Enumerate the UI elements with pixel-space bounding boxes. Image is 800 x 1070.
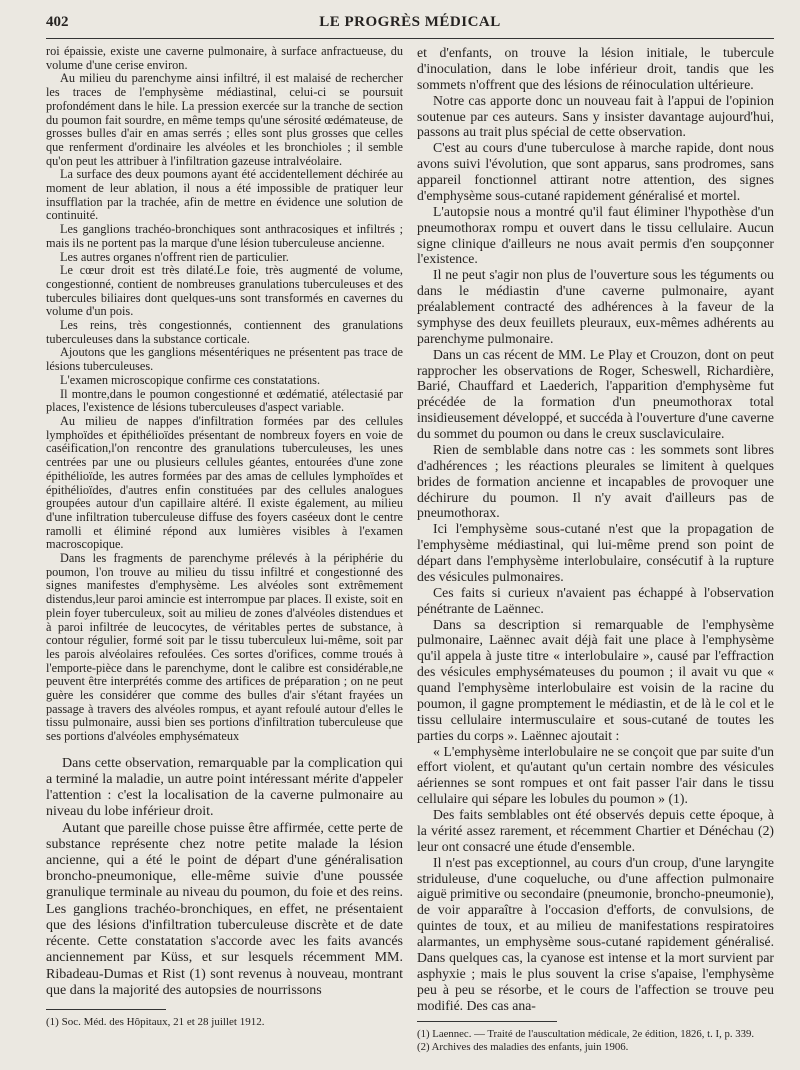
running-title: LE PROGRÈS MÉDICAL [319, 14, 501, 30]
paragraph: Il montre,dans le poumon congestionné et œdématié, atélectasié par places, l'existence de lésions tuberculeuses d'aspect variable. [46, 386, 403, 415]
right-column [417, 45, 774, 1054]
paragraph: Ici l'emphysème sous-cutané n'est que la propagation de l'emphysème médiastinal, qui lui-même prend son point de départ dans l'emphysème interlobulaire, consécutif à la rupture des vésicules pulmonaires. [417, 521, 774, 584]
paragraph: Dans cette observation, remarquable par la complication qui a terminé la maladie, un autre point intéressant mérite d'appeler l'attention : c'est la localisation de la caverne pulmonaire au niveau du lobe inférieur droit. [46, 755, 403, 820]
page-header [46, 14, 774, 38]
footnote: (1) Laennec. — Traité de l'auscultation médicale, 2e édition, 1826, t. I, p. 339. [417, 1028, 755, 1041]
paragraph: Il ne peut s'agir non plus de l'ouverture sous les téguments ou dans le médiastin d'une caverne pulmonaire, ayant préalablement contracté des adhérences à la faveur de la symphyse des deux feuillets pleuraux, eux-mêmes adhérents au parenchyme pulmonaire. [417, 267, 774, 346]
paragraph: L'examen microscopique confirme ces constatations. [60, 372, 321, 387]
paragraph: Il n'est pas exceptionnel, au cours d'un croup, d'une laryngite striduleuse, d'une coqueluche, ou d'une affection pulmonaire aiguë primitive ou secondaire (pneumonie, broncho-pneumonie), de voir apparaître à l'occasion d'efforts, de convulsions, de quintes de toux, et au milieu de manifestations respiratoires alarmantes, un emphysème sous-cutané rapidement généralisé. Dans quelques cas, la cyanose est intense et la mort survient par asphyxie ; mais le plus souvent la crise s'apaise, l'emphysème peu à peu se résorbe, et le cours de l'affection se trouve peu modifié. Des cas ana- [417, 854, 774, 1013]
paragraph: Rien de semblable dans notre cas : les sommets sont libres d'adhérences ; les réactions pleurales se limitent à quelques brides de formation ancienne et incapables de provoquer une déchirure du poumon. Il n'y avait d'ailleurs pas de pneumothorax. [417, 441, 774, 521]
paragraph: Notre cas apporte donc un nouveau fait à l'appui de l'opinion soutenue par ces auteurs. Sans y insister davantage aujourd'hui, passons au trait plus spécial de cette observation. [417, 92, 774, 140]
paragraph: Dans sa description si remarquable de l'emphysème pulmonaire, Laënnec avait déjà fait une place à l'emphysème qu'il appela à juste titre « interlobulaire », causé par l'effraction des vésicules emphysémateuses du poumon ; il avait vu que « quand l'emphysème interlobulaire est voisin de la racine du poumon, il gagne promptement le médiastin, et de là le col et le tissu cellulaire intermusculaire et sous-cutané de toutes les parties du corps ». Laënnec ajoutait : [417, 616, 774, 743]
footnote-rule [417, 1021, 557, 1022]
paragraph: Au milieu du parenchyme ainsi infiltré, il est malaisé de rechercher les traces de l'emphysème médiastinal, celui-ci se poursuit profondément dans le hile. La pression exercée sur la tranche de section du poumon fait sourdre, en même temps qu'une sérosité œdémateuse, de grosses bulles d'air en amas serrés ; elles sont plus grosses que celles que renferment d'ordinaire les alvéoles et les bronchioles ; il semble qu'on peut les attribuer à l'infiltration gazeuse intralvéolaire. [46, 71, 403, 168]
paragraph: Les autres organes n'offrent rien de particulier. [60, 249, 289, 264]
paragraph: C'est au cours d'une tuberculose à marche rapide, dont nous avons suivi l'évolution, que sont apparus, sans prodromes, sans appareil fonctionnel attirant notre attention, des signes d'emphysème sous-cutané rapidement généralisé et mortel. [417, 140, 774, 203]
paragraph: roi épaissie, existe une caverne pulmonaire, à surface anfractueuse, du volume d'une cerise environ. [46, 45, 403, 72]
paragraph: Les ganglions trachéo-bronchiques sont anthracosiques et infiltrés ; mais ils ne portent pas la marque d'une lésion tuberculeuse ancienne. [46, 222, 403, 250]
discussion-text-continued [417, 45, 774, 1013]
footnote: (1) Soc. Méd. des Hôpitaux, 21 et 28 juillet 1912. [46, 1015, 265, 1028]
observation-small-print [46, 45, 403, 744]
quotation-paragraph: « L'emphysème interlobulaire ne se conçoit que par suite d'un effort violent, et qu'autant qu'un certain nombre des vésicules aériennes se sont rompues et ont fait passer l'air dans le tissu cellulaire qui sépare les lobules du poumon » (1). [417, 743, 774, 807]
paragraph: et d'enfants, on trouve la lésion initiale, le tubercule d'inoculation, dans le lobe inférieur droit, tandis que les sommets n'offrent que des lésions de réinoculation ultérieure. [417, 45, 774, 92]
section-spacer [46, 744, 403, 756]
paragraph: L'autopsie nous a montré qu'il faut éliminer l'hypothèse d'un pneumothorax rompu et ouvert dans le tissu cellulaire. Aucun signe clinique d'ailleurs ne nous avait permis d'en soupçonner l'existence. [417, 203, 774, 267]
page-number: 402 [46, 14, 69, 30]
paragraph: Ces faits si curieux n'avaient pas échappé à l'observation pénétrante de Laënnec. [417, 584, 774, 616]
paragraph: Des faits semblables ont été observés depuis cette époque, à la vérité assez rarement, et récemment Chartier et Dénéchau (2) leur ont consacré une étude d'ensemble. [417, 807, 774, 854]
discussion-text [46, 756, 403, 999]
footnote: (2) Archives des maladies des enfants, juin 1906. [417, 1041, 629, 1054]
paragraph: Dans un cas récent de MM. Le Play et Crouzon, dont on peut rapprocher les observations de Roger, Scheswell, Richardière, Barié, Chauffard et Laederich, l'apparition d'emphysème fut précédée de la formation d'un pneumothorax total insidieusement développé, et succéda à l'ouverture d'une caverne du sommet du poumon ou dans le creux susclaviculaire. [417, 346, 774, 441]
paragraph: La surface des deux poumons ayant été accidentellement déchirée au moment de leur ablation, il nous a été impossible de pratiquer leur insufflation par la trachée, afin de mettre en évidence une solution de continuité. [46, 167, 403, 223]
paragraph: Le cœur droit est très dilaté.Le foie, très augmenté de volume, congestionné, contient de nombreuses granulations tuberculeuses et des tubercules biliaires dont quelques-uns sont transformés en cavernes du volume d'un pois. [46, 263, 403, 319]
paragraph: Au milieu de nappes d'infiltration formées par des cellules lymphoïdes et épithélioïdes présentant de nombreux foyers en voie de caséification,l'on rencontre des granulations tuberculeuses, les unes centrées par une ou plusieurs cellules géantes, entourées d'une zone épithélioïde, les autres formées par des amas de cellules lymphoïdes et épithélioïdes, d'autres enfin constituées par des cellules analogues groupées autour d'un capillaire altéré. Il existe également, au milieu d'une infiltration tuberculeuse diffuse des foyers caséeux dont le centre ramolli et éliminé répond aux lumières visibles à l'examen macroscopique. [46, 413, 403, 552]
left-column [46, 45, 403, 1029]
paragraph: Les reins, très congestionnés, contiennent des granulations tuberculeuses dans la substance corticale. [46, 318, 403, 346]
footnote-rule [46, 1009, 166, 1010]
text-columns [46, 45, 774, 1054]
paragraph: Dans les fragments de parenchyme prélevés à la périphérie du poumon, l'on trouve au milieu du tissu infiltré et congestionné des signes manifestes d'emphysème. Les alvéoles sont extrêmement distendus,leur paroi amincie est interrompue par places. Il existe, soit en plein foyer tuberculeux, soit au milieu de zones d'alvéoles distendues et à paroi infiltrée de leucocytes, de véritables pertes de substance, à contour régulier, formé soit par le tissu tuberculeux lui-même, soit par les parois alvéolaires refoulées. Ces sortes d'orifices, comme troués à l'emporte-pièce dans le parenchyme, dont le calibre est considérable,ne peuvent être interprétés comme des artifices de préparation ; on ne peut guère les considérer que comme des bulles d'air s'étant frayées un passage à travers des alvéoles rompus, et ayant refoulé autour d'elles le tissu pulmonaire, aussi bien ses portions d'infiltration tuberculeuse que ses portions d'alvéoles emphysémateux [46, 551, 403, 744]
paragraph: Autant que pareille chose puisse être affirmée, cette perte de substance représente chez notre petite malade la lésion ancienne, qui a été le point de départ d'une généralisation broncho-pneumonique, elle-même suivie d'une poussée granulique terminale au niveau du poumon, du foie et des reins. Les ganglions trachéo-bronchiques, en effet, ne présentaient que des lésions d'infiltration tuberculeuse discrète et de date récente. Cette constatation s'accorde avec les faits avancés anciennement par Küss, et sur lesquels récemment MM. Ribadeau-Dumas et Rist (1) sont revenus à nouveau, montrant que dans la majorité des autopsies de nourrissons [46, 820, 403, 998]
paragraph: Ajoutons que les ganglions mésentériques ne présentent pas trace de lésions tuberculeuses. [46, 345, 403, 374]
header-rule [46, 38, 774, 39]
